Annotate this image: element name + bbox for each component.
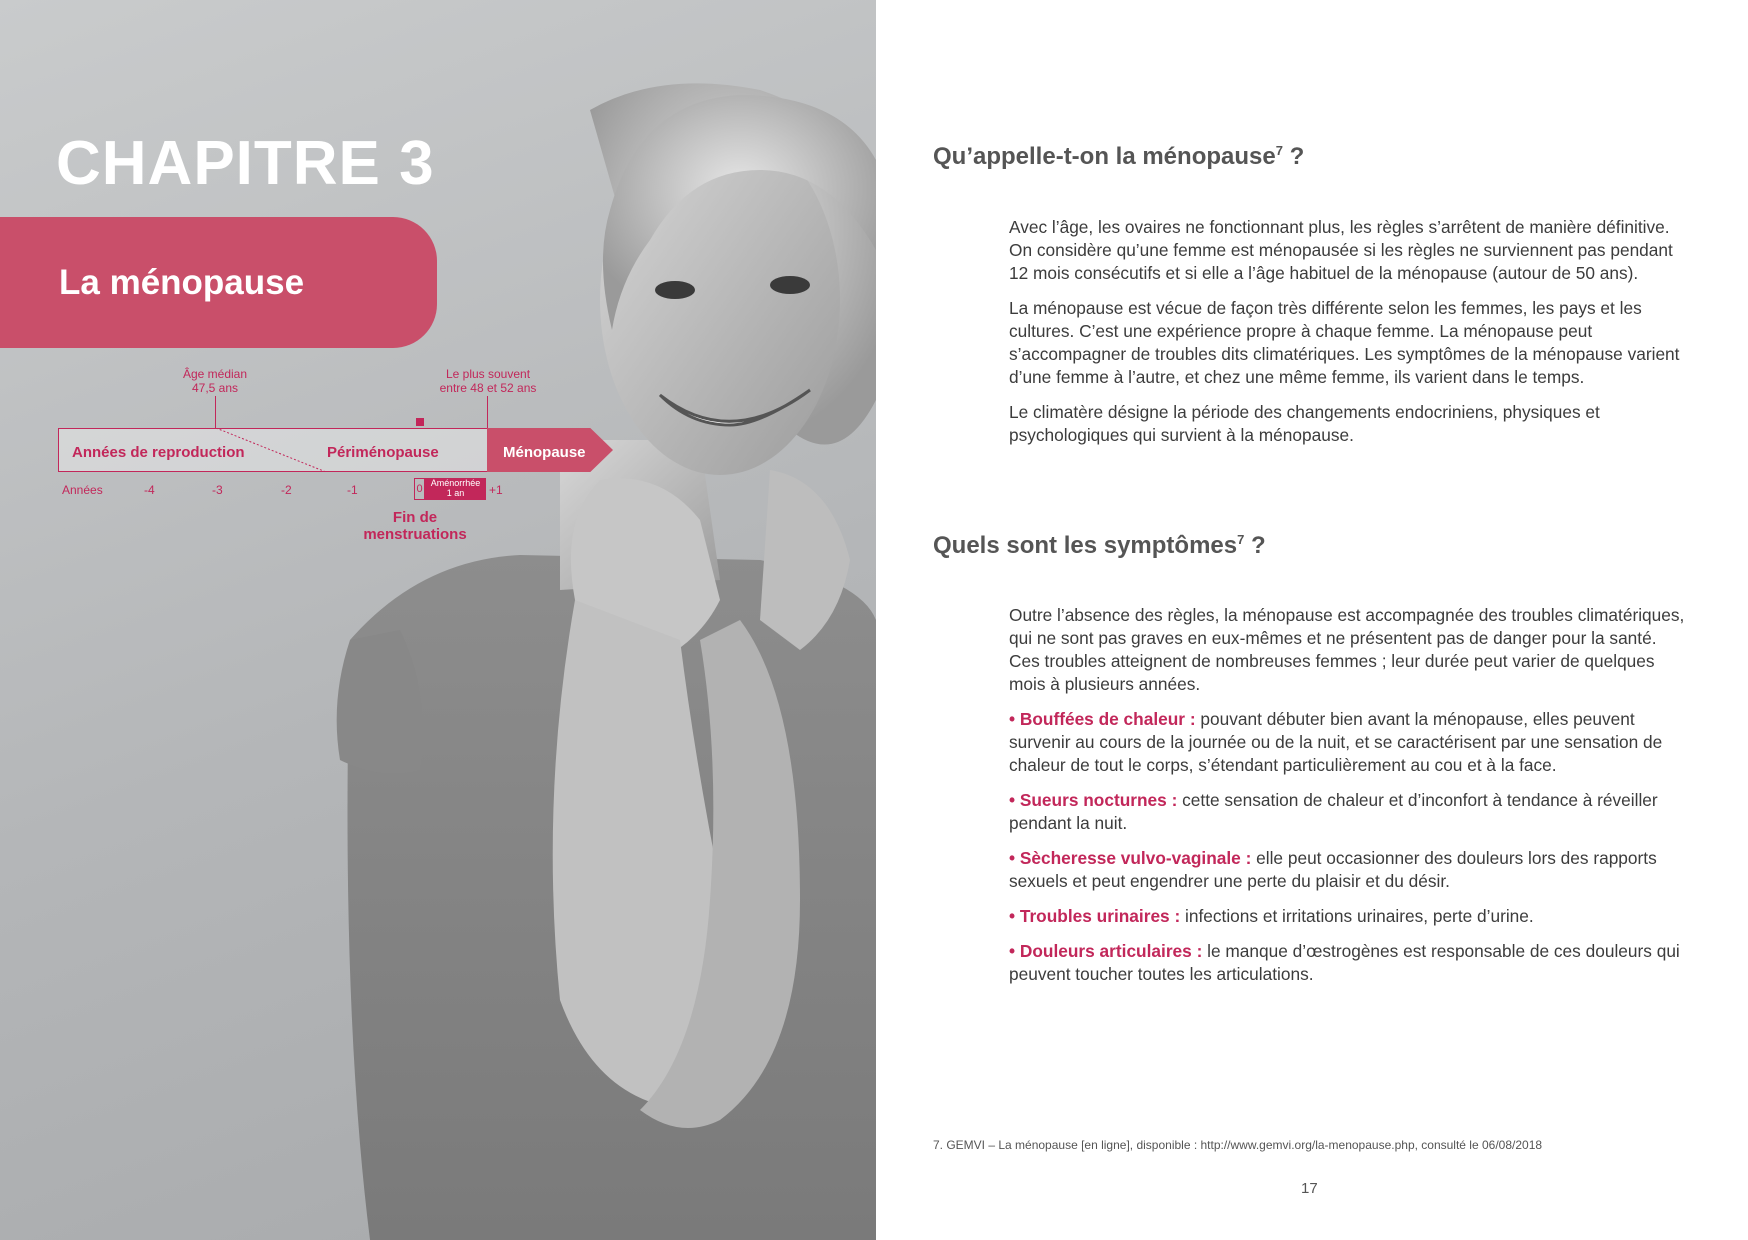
segment-reproduction: Années de reproduction — [72, 444, 245, 461]
segment-perimenopause: Périménopause — [327, 444, 439, 461]
page-number: 17 — [1301, 1180, 1318, 1197]
median-age-value: 47,5 ans — [191, 381, 239, 395]
axis-tick-minus4: -4 — [144, 483, 155, 497]
section2-footnote-ref: 7 — [1237, 532, 1245, 547]
axis-label-years: Années — [62, 483, 103, 497]
end-line1: Fin de — [392, 509, 438, 526]
symptom-item — [1009, 789, 1689, 835]
section-title: La ménopause — [59, 263, 305, 302]
axis-tick-minus1: -1 — [347, 483, 358, 497]
symptom-item — [1009, 940, 1689, 986]
symptom-item — [1009, 708, 1689, 777]
amenorrhea-line2: 1 an — [446, 488, 465, 498]
amenorrhea-box — [425, 478, 486, 500]
section1-footnote-ref: 7 — [1275, 143, 1283, 158]
section1-heading — [933, 143, 1304, 171]
section1-paragraph: La ménopause est vécue de façon très différente selon les femmes, les pays et les cultures. C’est une expérience propre à chaque femme. La ménopause peut s’accompagner de troubles dits climatériques. Les symptômes de la ménopause varient d’une femme à l’autre, et chez une même femme, ils varient dans le temps. — [1009, 298, 1680, 387]
end-line2: menstruations — [363, 526, 467, 543]
timeline-marker — [416, 418, 424, 426]
axis-tick-minus2: -2 — [281, 483, 292, 497]
section1-paragraph: Avec l’âge, les ovaires ne fonctionnant plus, les règles s’arrêtent de manière définitive. On considère qu’une femme est ménopausée si les règles ne surviennent pas pendant 12 mois consécutifs et si elle a l’âge habituel de la ménopause (autour de 50 ans). — [1009, 217, 1673, 283]
section1-heading-text: Qu’appelle-t-on la ménopause — [933, 143, 1276, 170]
median-age-label: Âge médian — [182, 367, 248, 381]
section1-body — [1009, 216, 1689, 459]
symptom-text: pouvant débuter bien avant la ménopause, elles peuvent survenir au cours de la journée ou de la nuit, et se caractérisent par une sensation de chaleur de tout le corps, s’étendant particulièrement au cou et à la face. — [1009, 709, 1663, 775]
axis-tick-minus3: -3 — [212, 483, 223, 497]
section2-heading-text: Quels sont les symptômes — [933, 532, 1238, 559]
median-age-tick — [215, 396, 216, 428]
axis-tick-zero: 0 — [414, 478, 425, 500]
section1-paragraph: Le climatère désigne la période des changements endocriniens, physiques et psychologiques qui survient à la ménopause. — [1009, 402, 1600, 445]
symptom-item — [1009, 847, 1689, 893]
symptom-label: • Douleurs articulaires : — [1009, 941, 1203, 961]
symptom-label: • Bouffées de chaleur : — [1009, 709, 1196, 729]
footnote: 7. GEMVI – La ménopause [en ligne], disponible : http://www.gemvi.org/la-menopause.php, consulté le 06/08/2018 — [933, 1138, 1543, 1152]
symptom-label: • Troubles urinaires : — [1009, 906, 1181, 926]
section2-qmark: ? — [1244, 532, 1266, 559]
section2-heading — [933, 532, 1266, 560]
end-of-menstruation-label — [348, 509, 482, 543]
right-page — [876, 0, 1748, 1240]
section2-body — [1009, 604, 1689, 998]
chapter-title: CHAPITRE 3 — [56, 129, 435, 198]
symptom-text: infections et irritations urinaires, perte d’urine. — [1180, 906, 1534, 926]
section1-qmark: ? — [1282, 143, 1305, 170]
symptom-label: • Sueurs nocturnes : — [1009, 790, 1178, 810]
most-often-tick — [487, 396, 488, 428]
most-often-value: entre 48 et 52 ans — [439, 381, 537, 395]
segment-menopause: Ménopause — [503, 444, 586, 461]
symptom-item — [1009, 905, 1689, 928]
most-often-label: Le plus souvent — [445, 367, 531, 381]
symptom-text: elle peut occasionner des douleurs lors des rapports sexuels et peut engendrer une perte du plaisir et du désir. — [1009, 848, 1657, 891]
symptom-text: cette sensation de chaleur et d’inconfort à tendance à réveiller pendant la nuit. — [1009, 790, 1658, 833]
section2-intro: Outre l’absence des règles, la ménopause est accompagnée des troubles climatériques, qui ne sont pas graves en eux-mêmes et ne présentent pas de danger pour la santé. Ces troubles atteignent de nombreuses femmes ; leur durée peut varier de quelques mois à plusieurs années. — [1009, 605, 1685, 694]
symptom-label: • Sècheresse vulvo-vaginale : — [1009, 848, 1252, 868]
amenorrhea-line1: Aménorrhée — [430, 478, 481, 488]
axis-tick-plus1: +1 — [489, 483, 503, 497]
symptom-text: le manque d’œstrogènes est responsable de ces douleurs qui peuvent toucher toutes les articulations. — [1009, 941, 1680, 984]
